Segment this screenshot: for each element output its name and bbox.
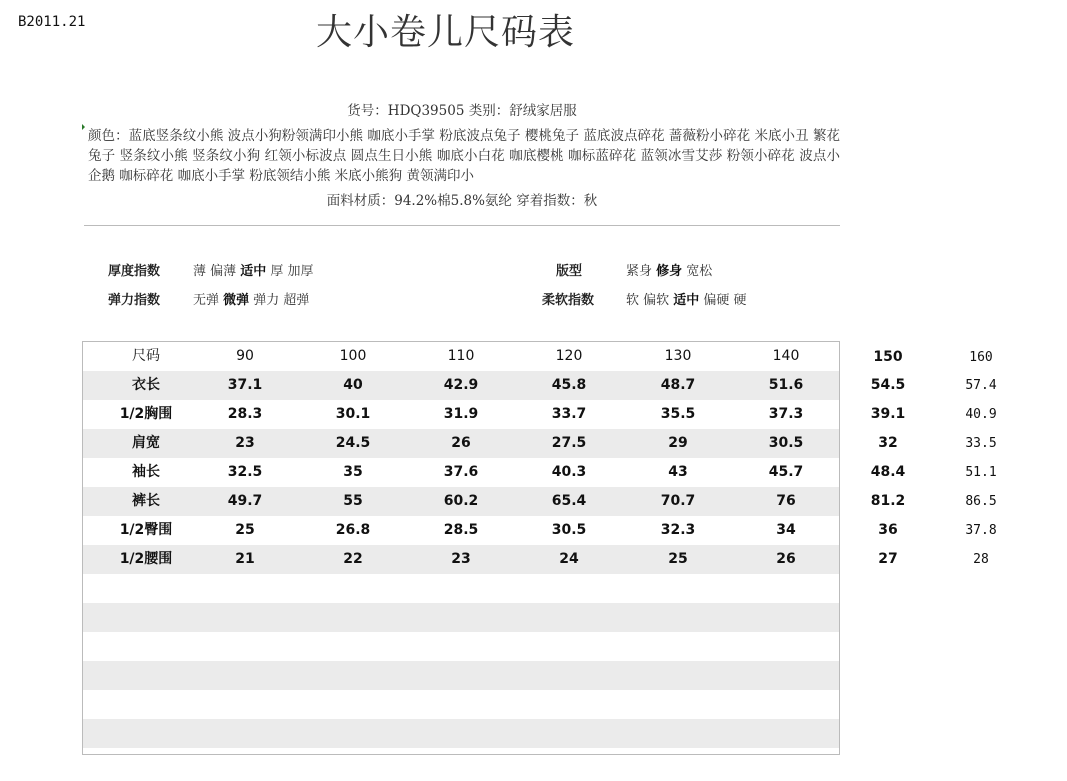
measure-cell: 45.8 [551, 377, 587, 393]
table-row [83, 719, 839, 748]
size-header-cell: 130 [664, 348, 692, 364]
extra-measure-cell: 57.4 [965, 378, 997, 393]
measure-label: 裤长 [132, 493, 160, 509]
table-row [83, 574, 839, 603]
measure-cell: 24 [559, 551, 579, 567]
measure-cell: 23 [235, 435, 255, 451]
softness-scale: 软 偏软 适中 偏硬 硬 [626, 293, 747, 308]
extra-measure-cell: 28 [973, 552, 989, 567]
measure-cell: 40 [343, 377, 363, 393]
table-row [83, 516, 839, 545]
table-row [83, 458, 839, 487]
measure-cell: 27.5 [551, 435, 587, 451]
measure-cell: 25 [668, 551, 688, 567]
extra-measure-cell: 36 [878, 522, 898, 538]
fit-label: 版型 [556, 264, 583, 279]
size-header-cell: 120 [555, 348, 583, 364]
thickness-label: 厚度指数 [108, 264, 161, 279]
fit-scale: 紧身 修身 宽松 [626, 264, 713, 279]
size-header-label: 尺码 [132, 348, 160, 364]
measure-cell: 35.5 [660, 406, 696, 422]
measure-cell: 37.3 [768, 406, 804, 422]
measure-cell: 30.5 [768, 435, 804, 451]
thickness-selected: 适中 [240, 264, 267, 279]
elasticity-scale: 无弹 微弹 弹力 超弹 [193, 293, 310, 308]
measure-cell: 42.9 [443, 377, 479, 393]
measure-cell: 26 [776, 551, 796, 567]
measure-cell: 25 [235, 522, 255, 538]
measure-cell: 21 [235, 551, 255, 567]
table-row [83, 487, 839, 516]
measure-cell: 28.3 [227, 406, 263, 422]
measure-cell: 26 [451, 435, 471, 451]
extra-measure-cell: 37.8 [965, 523, 997, 538]
measure-cell: 43 [668, 464, 688, 480]
extra-measure-cell: 54.5 [870, 377, 906, 393]
elasticity-selected: 微弹 [223, 293, 250, 308]
measure-cell: 32.3 [660, 522, 696, 538]
measure-cell: 30.5 [551, 522, 587, 538]
extra-measure-cell: 33.5 [965, 436, 997, 451]
measure-cell: 49.7 [227, 493, 263, 509]
measure-cell: 26.8 [335, 522, 371, 538]
extra-measure-cell: 27 [878, 551, 898, 567]
measure-label: 1/2腰围 [119, 551, 173, 567]
measure-label: 1/2胸围 [119, 406, 173, 422]
table-row [83, 371, 839, 400]
extra-measure-cell: 40.9 [965, 407, 997, 422]
measure-cell: 24.5 [335, 435, 371, 451]
extra-measure-cell: 39.1 [870, 406, 906, 422]
measure-cell: 48.7 [660, 377, 696, 393]
measure-cell: 60.2 [443, 493, 479, 509]
measure-cell: 28.5 [443, 522, 479, 538]
extra-size-header-cell: 150 [873, 349, 903, 365]
measure-cell: 30.1 [335, 406, 371, 422]
item-info: 货号：HDQ39505 类别：舒绒家居服 [347, 103, 577, 119]
table-row [83, 632, 839, 661]
measure-cell: 32.5 [227, 464, 263, 480]
size-header-cell: 110 [447, 348, 475, 364]
extra-size-header-cell: 160 [969, 350, 993, 365]
extra-measure-cell: 32 [878, 435, 898, 451]
extra-measure-cell: 51.1 [965, 465, 997, 480]
measure-label: 肩宽 [132, 435, 160, 451]
extra-measure-cell: 48.4 [870, 464, 906, 480]
colors-list: 颜色：蓝底竖条纹小熊 波点小狗粉领满印小熊 咖底小手掌 粉底波点兔子 樱桃兔子 蓝底波点碎花 蔷薇粉小碎花 米底小丑 繁花兔子 竖条纹小熊 竖条纹小狗 红领小标波点 圆点生日小熊 咖底小白花 咖底樱桃 咖标蓝碎花 蓝领冰雪艾莎 粉领小碎花 波点小企鹅 咖标碎花 咖底小手掌 粉底领结小熊 米底小熊狗 黄领满印小 [88, 128, 840, 184]
fabric-info: 面料材质：94.2%棉5.8%氨纶 穿着指数：秋 [326, 193, 598, 209]
measure-cell: 76 [776, 493, 796, 509]
measure-cell: 29 [668, 435, 688, 451]
size-header-cell: 90 [236, 348, 254, 364]
measure-cell: 70.7 [660, 493, 696, 509]
measure-cell: 23 [451, 551, 471, 567]
elasticity-label: 弹力指数 [108, 293, 161, 308]
table-row [83, 429, 839, 458]
measure-label: 衣长 [132, 377, 160, 393]
size-table [82, 341, 840, 755]
table-row [83, 400, 839, 429]
table-row [83, 661, 839, 690]
measure-label: 1/2臀围 [119, 522, 173, 538]
fit-selected: 修身 [656, 264, 683, 279]
extra-measure-cell: 81.2 [870, 493, 906, 509]
measure-cell: 31.9 [443, 406, 479, 422]
measure-cell: 51.6 [768, 377, 804, 393]
measure-cell: 22 [343, 551, 363, 567]
measure-label: 袖长 [132, 464, 160, 480]
extra-measure-cell: 86.5 [965, 494, 997, 509]
measure-cell: 37.6 [443, 464, 479, 480]
size-header-cell: 100 [339, 348, 367, 364]
measure-cell: 45.7 [768, 464, 804, 480]
measure-cell: 55 [343, 493, 363, 509]
divider [84, 225, 840, 226]
measure-cell: 40.3 [551, 464, 587, 480]
softness-selected: 适中 [673, 293, 700, 308]
thickness-scale: 薄 偏薄 适中 厚 加厚 [193, 264, 314, 279]
table-row [83, 690, 839, 719]
measure-cell: 33.7 [551, 406, 587, 422]
measure-cell: 35 [343, 464, 363, 480]
table-row [83, 603, 839, 632]
table-row [83, 545, 839, 574]
measure-cell: 37.1 [227, 377, 263, 393]
size-header-cell: 140 [772, 348, 800, 364]
page-title: 大小卷儿尺码表 [316, 12, 576, 53]
product-code: B2011.21 [18, 14, 86, 30]
measure-cell: 34 [776, 522, 796, 538]
table-header-row [83, 342, 839, 371]
measure-cell: 65.4 [551, 493, 587, 509]
softness-label: 柔软指数 [542, 293, 595, 308]
